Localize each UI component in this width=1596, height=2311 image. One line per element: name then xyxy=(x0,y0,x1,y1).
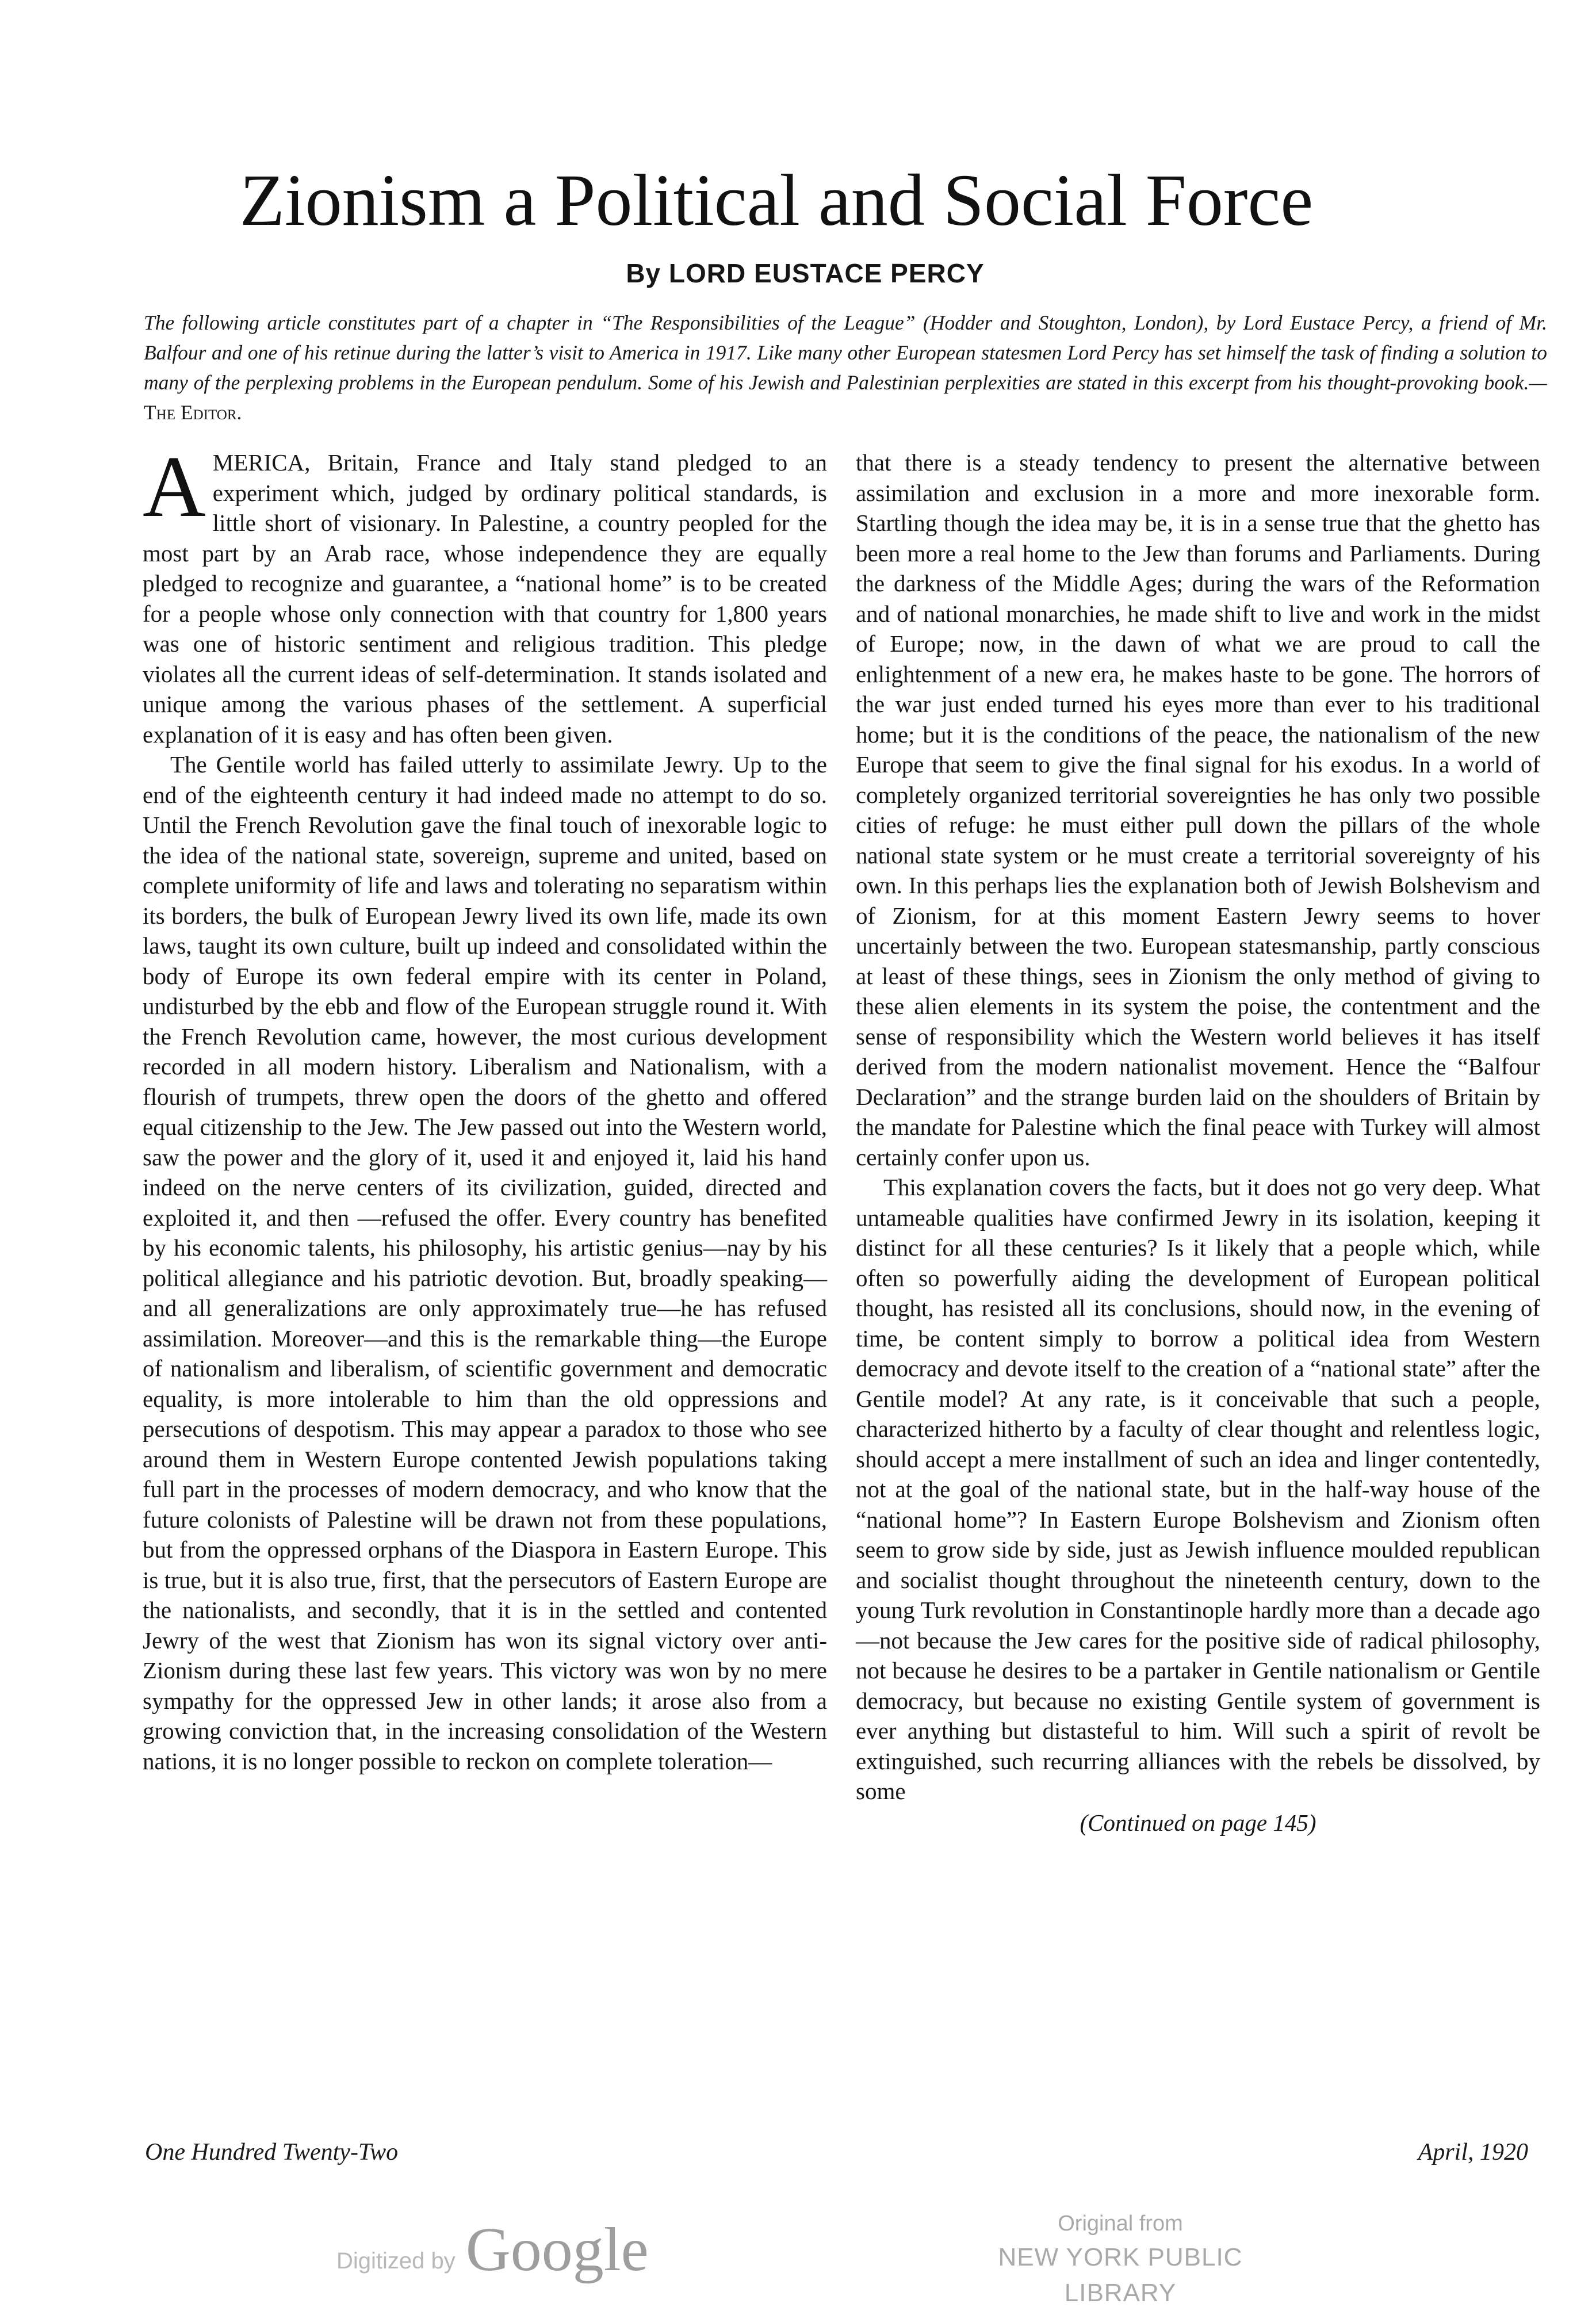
digitized-by-watermark xyxy=(336,2216,649,2285)
right-paragraph-1: that there is a steady tendency to present the alternative between assimilation and exclusion in a more and more inexorable form. Startling though the idea may be, it is in a sense true that the ghetto has been more a real home to the Jew than forums and Parliaments. During the darkness of the Middle Ages; during the wars of the Reformation and of national monarchies, he made shift to live and work in the midst of Europe; now, in the dawn of what we are proud to call the enlightenment of a new era, he makes haste to be gone. The horrors of the war just ended turned his eyes more than ever to his traditional home; but it is the conditions of the peace, the nationalism of the new Europe that seem to give the final signal for his exodus. In a world of completely organized territorial sovereignties he has only two possible cities of refuge: he must either pull down the pillars of the whole national state system or he must create a territorial sovereignty of his own. In this perhaps lies the explanation both of Jewish Bolshevism and of Zionism, for at this moment Eastern Jewry seems to hover uncertainly between the two. European statesmanship, partly conscious at least of these things, sees in Zionism the only method of giving to these alien elements in its system the poise, the contentment and the sense of responsibility which the Western world believes it has itself derived from the modern nationalist movement. Hence the “Balfour Declaration” and the strange burden laid on the shoulders of Britain by the mandate for Palestine which the final peace with Turkey will almost certainly confer upon us. xyxy=(856,449,1540,1170)
continued-note: (Continued on page 145) xyxy=(1080,1809,1316,1836)
article-byline: By LORD EUSTACE PERCY xyxy=(626,258,985,288)
left-paragraph-2: The Gentile world has failed utterly to assimilate Jewry. Up to the end of the eighteenth century it had indeed made no attempt to do so. Until the French Revolution gave the final touch of inexorable logic to the idea of the national state, sovereign, supreme and united, based on complete uniformity of life and laws and tolerating no separatism within its borders, the bulk of European Jewry lived its own life, made its own laws, taught its own culture, built up indeed and consolidated within the body of Europe its own federal empire with its center in Poland, undisturbed by the ebb and flow of the European struggle round it. With the French Revolution came, however, the most curious development recorded in all modern history. Liberalism and Nationalism, with a flourish of trumpets, threw open the doors of the ghetto and offered equal citizenship to the Jew. The Jew passed out into the Western world, saw the power and the glory of it, used it and enjoyed it, laid his hand indeed on the nerve centers of its civilization, guided, directed and exploited it, and then —refused the offer. Every country has benefited by his economic talents, his philosophy, his artistic genius—nay by his political allegiance and his patriotic devotion. But, broadly speaking—and all generalizations are only approximately true—he has refused assimilation. Moreover—and this is the remarkable thing—the Europe of nationalism and liberalism, of scientific government and democratic equality, is more intolerable to him than the old oppressions and persecutions of despotism. This may appear a paradox to those who see around them in Western Europe contented Jewish populations taking full part in the processes of modern democracy, and who know that the future colonists of Palestine will be drawn not from these populations, but from the oppressed orphans of the Diaspora in Eastern Europe. This is true, but it is also true, first, that the persecutors of Eastern Europe are the nationalists, and secondly, that it is in the settled and contented Jewry of the west that Zionism has won its signal victory over anti-Zionism during these last few years. This victory was won by no mere sympathy for the oppressed Jew in other lands; it arose also from a growing conviction that, in the increasing consolidation of the Western nations, it is no longer possible to reckon on complete toleration— xyxy=(143,751,827,1774)
right-paragraph-2: This explanation covers the facts, but it does not go very deep. What untameable qualities have confirmed Jewry in its isolation, keeping it distinct for all these centuries? Is it likely that a people which, while often so powerfully aiding the development of European political thought, has resisted all its conclusions, should now, in the evening of time, be content simply to borrow a political idea from Western democracy and devote itself to the creation of a “national state” after the Gentile model? At any rate, is it conceivable that such a people, characterized hitherto by a faculty of clear thought and relentless logic, should accept a mere installment of such an idea and linger contentedly, not at the goal of the national state, but in the half-way house of the “national home”? In Eastern Europe Bolshevism and Zionism often seem to grow side by side, just as Jewish influence moulded republican and socialist thought throughout the nineteenth century, down to the young Turk revolution in Constantinople hardly more than a decade ago—not because the Jew cares for the positive side of radical philosophy, not because he desires to be a partaker in Gentile nationalism or Gentile democracy, but because no existing Gentile system of government is ever anything but distasteful to him. Will such a spirit of revolt be extinguished, such recurring alliances with the rebels be dissolved, by some xyxy=(856,1174,1540,1804)
page-number-label: One Hundred Twenty-Two xyxy=(145,2139,399,2165)
introduction-text: The following article constitutes part of a chapter in “The Responsibilities of the League” (Hodder and Stoughton, London), by Lord Eustace Percy, a friend of Mr. Balfour and one of his retinue during the latter’s visit to America in 1917. Like many other European statesmen Lord Percy has set himself the task of finding a solution to many of the perplexing problems in the European pendulum. Some of his Jewish and Palestinian perplexities are stated in this excerpt from his thought-provoking book.— xyxy=(144,311,1547,394)
drop-cap: A xyxy=(143,438,206,535)
original-from-watermark xyxy=(948,2207,1293,2311)
issue-date: April, 1920 xyxy=(1418,2139,1528,2165)
digitized-by-text: Digitized by xyxy=(336,2248,456,2274)
editor-signature: The Editor. xyxy=(144,401,242,424)
library-name: NEW YORK PUBLIC LIBRARY xyxy=(998,2243,1243,2307)
editor-introduction xyxy=(144,308,1547,427)
left-paragraph-1-text: MERICA, Britain, France and Italy stand pledged to an experiment which, judged by ordinary political standards, is little short of visionary. In Palestine, a country peopled for the most part by an Arab race, whose independence they are equally pledged to recognize and guarantee, a “national home” is to be created for a people whose only connection with that country for 1,800 years was one of historic sentiment and religious tradition. This pledge violates all the current ideas of self-determination. It stands isolated and unique among the various phases of the settlement. A superficial explanation of it is easy and has often been given. xyxy=(143,449,827,748)
left-column xyxy=(143,438,827,1776)
original-from-text: Original from xyxy=(1058,2211,1183,2236)
google-logo: Google xyxy=(465,2216,649,2284)
left-paragraph-1 xyxy=(143,438,827,749)
right-column xyxy=(856,447,1540,1838)
article-title: Zionism a Political and Social Force xyxy=(239,159,1314,241)
